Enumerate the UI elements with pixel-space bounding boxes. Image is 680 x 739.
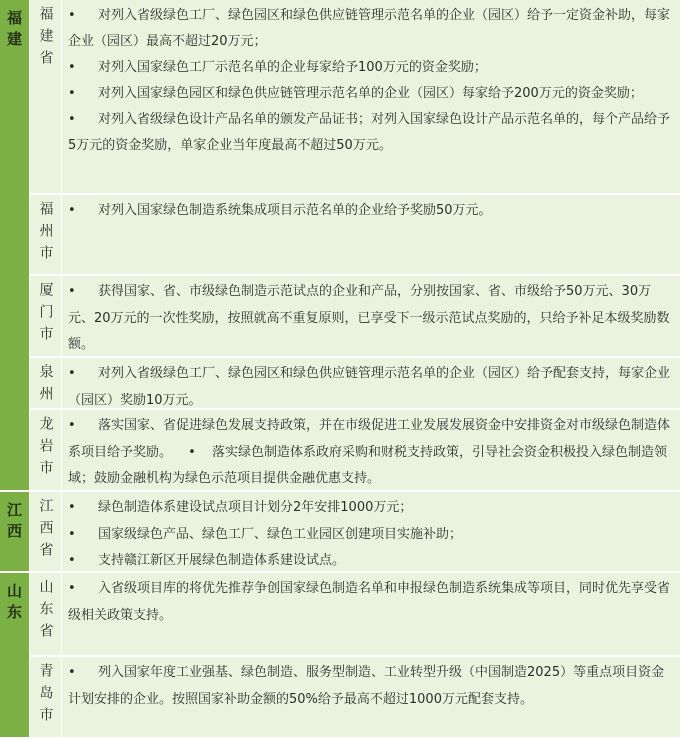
bullet-icon: • [68,665,76,680]
bullet-icon: • [68,284,76,299]
bullet-icon: • [68,366,76,381]
bullet-icon: • [188,444,196,460]
city-cell [29,410,61,492]
policy-item: • 支持赣江新区开展绿色制造体系建设试点。 [68,548,670,575]
city-cell [29,276,61,358]
bullet-icon: • [68,8,76,23]
policy-content [61,573,680,657]
city-cell [29,358,61,410]
policy-content [61,358,680,410]
province-label: 山东 [5,583,23,625]
city-cell [29,573,61,657]
policy-item: • 获得国家、省、市级绿色制造示范试点的企业和产品，分别按国家、省、市级给予50万元、30万元、20万元的一次性奖励，按照就高不重复原则，已享受下一级示范试点奖励的，只给予补足本级奖励数额。 [68,279,670,359]
city-cell [29,0,61,195]
province-cell-fujian [0,0,29,492]
policy-content [61,410,680,492]
province-label: 江西 [5,502,23,544]
city-label: 厦门市 [37,282,54,348]
policy-item: • 绿色制造体系建设试点项目计划分2年安排1000万元； [68,495,670,522]
province-label: 福建 [5,10,23,52]
province-cell-shandong [0,573,29,739]
bullet-icon: • [68,203,76,218]
city-label: 泉州 [37,364,54,408]
bullet-icon: • [68,553,76,568]
policy-item: • 对列入省级绿色工厂、绿色园区和绿色供应链管理示范名单的企业（园区）给予配套支持，每家企业（园区）奖励10万元。 [68,361,670,414]
city-label: 龙岩市 [37,416,54,482]
bullet-icon: • [68,86,76,101]
bullet-icon: • [68,581,76,596]
policy-content [61,0,680,195]
policy-item: • 列入国家年度工业强基、绿色制造、服务型制造、工业转型升级（中国制造2025）等重点项目资金计划安排的企业。按照国家补助金额的50%给予最高不超过1000万元配套支持。 [68,660,670,713]
city-label: 福建省 [37,6,54,72]
policy-item: • 国家级绿色产品、绿色工厂、绿色工业园区创建项目实施补助； [68,522,670,549]
policy-item: • 对列入省级绿色设计产品名单的颁发产品证书；对列入国家绿色设计产品示范名单的，每个产品给予5万元的资金奖励，单家企业当年度最高不超过50万元。 [68,107,670,159]
city-cell [29,195,61,276]
province-cell-jiangxi [0,492,29,573]
city-cell [29,657,61,739]
bullet-icon: • [68,112,76,127]
bullet-icon: • [68,526,76,542]
policy-item: • 对列入国家绿色制造系统集成项目示范名单的企业给予奖励50万元。 [68,198,670,225]
bullet-icon: • [68,500,76,515]
policy-item: • 落实国家、省促进绿色发展支持政策，并在市级促进工业发展发展资金中安排资金对市级绿色制造体系项目给予奖励。 • 落实绿色制造体系政府采购和财税支持政策，引导社会资金积极投入绿色制造领域；鼓励金融机构为绿色示范项目提供金融优惠支持。 [68,413,670,493]
policy-item: • 入省级项目库的将优先推荐争创国家绿色制造名单和申报绿色制造系统集成等项目，同时优先享受省级相关政策支持。 [68,576,670,629]
city-label: 福州市 [37,201,54,267]
bullet-icon: • [68,418,76,433]
city-cell [29,492,61,573]
policy-content [61,657,680,739]
city-label: 青岛市 [37,663,54,729]
city-label: 江西省 [37,498,54,564]
policy-content [61,492,680,573]
policy-item: • 对列入省级绿色工厂、绿色园区和绿色供应链管理示范名单的企业（园区）给予一定资金补助，每家企业（园区）最高不超过20万元； [68,3,670,55]
city-label: 山东省 [37,579,54,645]
bullet-icon: • [68,60,76,75]
policy-item: • 对列入国家绿色工厂示范名单的企业每家给予100万元的资金奖励； [68,55,670,81]
policy-content [61,276,680,358]
policy-item: • 对列入国家绿色园区和绿色供应链管理示范名单的企业（园区）每家给予200万元的资金奖励； [68,81,670,107]
policy-content [61,195,680,276]
